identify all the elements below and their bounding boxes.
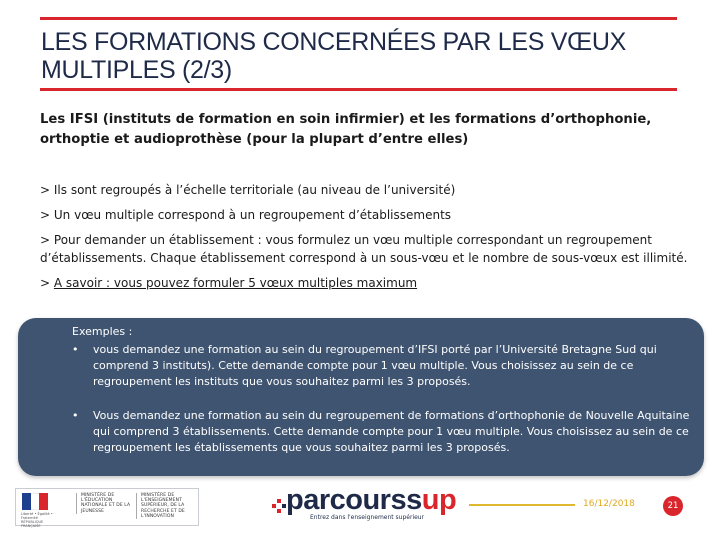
slide-title-line1: LES FORMATIONS CONCERNÉES PAR LES VŒUX — [41, 28, 627, 56]
example-text: vous demandez une formation au sein du regroupement d’IFSI porté par l’Université Bretagne Sud qui comprend 3 instituts). Cette demande compte pour 1 vœu multiple. Vous choisissez au sein de ce regroupement les instituts que vous souhaitez parmi les 3 proposés. — [93, 343, 657, 388]
slide-title-line2: MULTIPLES (2/3) — [41, 56, 232, 84]
slide-date: 16/12/2018 — [583, 499, 635, 509]
brand-main: parcours — [286, 484, 407, 516]
bullet-item — [40, 206, 710, 224]
ministry-education-label: MINISTÈRE DE L'ÉDUCATION NATIONALE ET DE LA JEUNESSE — [76, 493, 136, 514]
examples-box — [18, 318, 704, 476]
bullet-list — [40, 181, 710, 299]
bullet-text: A savoir : vous pouvez formuler 5 vœux multiples maximum — [53, 276, 418, 290]
bullet-text: Ils sont regroupés à l’échelle territoriale (au niveau de l’université) — [53, 183, 456, 197]
bullet-text: Un vœu multiple correspond à un regroupement d’établissements — [53, 208, 452, 222]
ministry-higher-ed-label: MINISTÈRE DE L'ENSEIGNEMENT SUPÉRIEUR, DE LA RECHERCHE ET DE L'INNOVATION — [136, 493, 201, 519]
bullet-item — [40, 181, 710, 199]
parcoursup-tagline: Entrez dans l'enseignement supérieur — [310, 514, 425, 521]
example-text: Vous demandez une formation au sein du regroupement de formations d’orthophonie de Nouvelle Aquitaine qui comprend 3 établissements. Cette demande compte pour 1 vœu multiple. Vous choisissez au sein de ce regroupement les établissements que vous souhaitez parmi les 3 proposés. — [93, 409, 690, 454]
examples-title: Exemples : — [72, 325, 133, 338]
bullet-mark: > — [40, 233, 51, 247]
bullet-item-highlight — [40, 274, 710, 292]
bullet-mark: > — [40, 183, 51, 197]
ministry-logos — [15, 488, 199, 526]
slide-subtitle: Les IFSI (instituts de formation en soin infirmier) et les formations d’orthophonie, orthoptie et audioprothèse (pour la plupart d’entre elles) — [40, 112, 652, 147]
footer-gold-line — [469, 504, 575, 506]
bullet-mark: > — [40, 208, 51, 222]
bullet-text: Pour demander un établissement : vous formulez un vœu multiple correspondant un regroupement d’établissements. Chaque établissement correspond à un sous-vœu et le nombre de sous-vœux est illimité. — [40, 233, 688, 265]
bullet-mark: > — [40, 276, 51, 290]
republic-text: Liberté • Égalité • Fraternité RÉPUBLIQUE FRANÇAISE — [21, 512, 53, 528]
title-top-rule — [40, 17, 677, 20]
example-bullet: • — [72, 409, 79, 422]
page-number-badge: 21 — [663, 496, 683, 516]
brand-prefix: s — [406, 484, 422, 516]
brand-accent: up — [421, 484, 457, 516]
parcoursup-logo — [272, 484, 457, 526]
slide-title — [41, 28, 681, 84]
title-bottom-rule — [40, 88, 677, 91]
bullet-item — [40, 231, 710, 267]
parcoursup-wordmark — [286, 484, 456, 517]
example-bullet: • — [72, 343, 79, 356]
french-flag-icon — [22, 493, 48, 510]
